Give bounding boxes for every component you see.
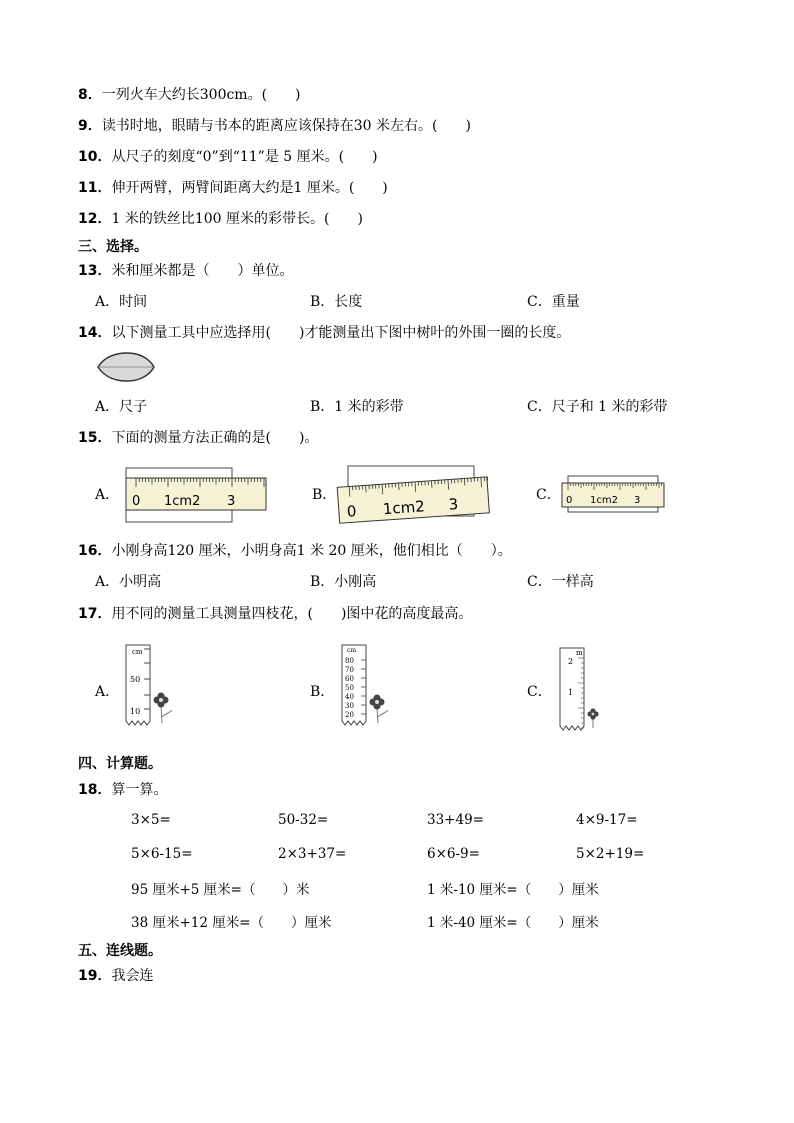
- question-19: [78, 965, 153, 985]
- question-text: 我会连: [111, 968, 154, 984]
- question-number: 8．: [78, 87, 102, 103]
- leaf-image: [95, 350, 157, 384]
- question-number: 15．: [78, 430, 112, 446]
- question-number: 9．: [78, 118, 102, 134]
- flower-ruler-a: [124, 643, 178, 727]
- question-number: 10．: [78, 149, 112, 165]
- question-11: [78, 177, 388, 197]
- ruler-mark: 1cm2: [164, 494, 201, 509]
- ruler-label: 1: [568, 688, 574, 697]
- question-12: [78, 208, 363, 228]
- option-a: A．尺子: [95, 399, 148, 415]
- ruler-measure-c: [560, 474, 666, 514]
- calc-item: 50-32=: [278, 812, 329, 828]
- calc-item: 1 米-40 厘米=（ ）厘米: [427, 915, 599, 931]
- question-text: 伸开两臂，两臂间距离大约是1 厘米。( ): [111, 180, 388, 196]
- question-text: 读书时地，眼睛与书本的距离应该保持在30 米左右。( ): [101, 118, 471, 134]
- question-number: 12．: [78, 211, 112, 227]
- section-heading-choice: 三、选择。: [78, 239, 148, 255]
- ruler-mark: 3: [227, 494, 236, 509]
- option-a: A．小明高: [95, 574, 162, 590]
- question-18: [78, 779, 167, 799]
- option-b: B．1 米的彩带: [310, 399, 404, 415]
- question-number: 18．: [78, 782, 112, 798]
- flower-icon: [154, 693, 169, 708]
- ruler-label: 60: [345, 675, 354, 683]
- ruler-label: 30: [345, 702, 354, 710]
- ruler-measure-b: [336, 462, 492, 530]
- option-b: B．小刚高: [310, 574, 377, 590]
- calc-item: 6×6-9=: [427, 846, 480, 862]
- ruler-label: 70: [345, 666, 354, 674]
- question-17: [78, 603, 472, 623]
- ruler-unit: cm: [347, 647, 357, 654]
- question-text: 下面的测量方法正确的是( )。: [111, 430, 319, 446]
- flower-icon: [587, 708, 598, 719]
- question-number: 11．: [78, 180, 112, 196]
- question-8: [78, 84, 301, 104]
- question-text: 一列火车大约长300cm。( ): [101, 87, 301, 103]
- calc-item: 4×9-17=: [576, 812, 638, 828]
- ruler-mark: 1cm2: [382, 497, 426, 519]
- option-c-label: C．: [527, 684, 552, 700]
- question-text: 小刚身高120 厘米，小明身高1 米 20 厘米，他们相比（ ）。: [111, 543, 512, 559]
- ruler-label: 50: [345, 684, 354, 692]
- option-a: A．时间: [95, 294, 148, 310]
- ruler-unit: m: [576, 649, 583, 657]
- calc-item: 3×5=: [131, 812, 171, 828]
- option-c-label: C．: [536, 487, 561, 503]
- ruler-mark: 0: [132, 494, 141, 509]
- question-15: [78, 427, 318, 447]
- calc-item: 95 厘米+5 厘米=（ ）米: [131, 882, 310, 898]
- ruler-unit: cm: [132, 648, 143, 656]
- option-b-label: B．: [312, 487, 337, 503]
- question-text: 用不同的测量工具测量四枝花，( )图中花的高度最高。: [111, 606, 473, 622]
- option-a-label: A．: [95, 684, 120, 700]
- ruler-label: 10: [130, 707, 141, 716]
- calc-item: 1 米-10 厘米=（ ）厘米: [427, 882, 599, 898]
- question-number: 14．: [78, 325, 112, 341]
- ruler-mark: 3: [448, 494, 459, 514]
- option-c: C．一样高: [527, 574, 594, 590]
- question-number: 13．: [78, 263, 112, 279]
- section-heading-calc: 四、计算题。: [78, 756, 162, 772]
- question-14: [78, 322, 570, 342]
- ruler-label: 2: [568, 657, 574, 666]
- ruler-measure-a: [124, 466, 268, 524]
- question-text: 1 米的铁丝比100 厘米的彩带长。( ): [111, 211, 363, 227]
- calc-item: 5×2+19=: [576, 846, 645, 862]
- option-b: B．长度: [310, 294, 363, 310]
- question-10: [78, 146, 378, 166]
- section-heading-match: 五、连线题。: [78, 943, 162, 959]
- ruler-mark: 1cm2: [590, 495, 618, 506]
- flower-ruler-c: [556, 646, 606, 732]
- ruler-label: 20: [345, 711, 354, 719]
- option-a-label: A．: [95, 487, 120, 503]
- flower-icon: [370, 695, 385, 710]
- ruler-mark: 3: [634, 495, 641, 506]
- option-c: C．重量: [527, 294, 580, 310]
- calc-item: 5×6-15=: [131, 846, 193, 862]
- question-13: [78, 260, 293, 280]
- ruler-mark: 0: [346, 502, 358, 521]
- question-text: 以下测量工具中应选择用( )才能测量出下图中树叶的外围一圈的长度。: [111, 325, 571, 341]
- calc-item: 38 厘米+12 厘米=（ ）厘米: [131, 915, 332, 931]
- ruler-label: 40: [345, 693, 354, 701]
- question-text: 算一算。: [111, 782, 168, 798]
- ruler-mark: 0: [566, 495, 573, 506]
- ruler-label: 80: [345, 657, 354, 665]
- question-text: 从尺子的刻度“0”到“11”是 5 厘米。( ): [111, 149, 378, 165]
- ruler-label: 50: [130, 675, 141, 684]
- question-number: 17．: [78, 606, 112, 622]
- flower-ruler-b: [340, 643, 394, 727]
- question-number: 19．: [78, 968, 112, 984]
- calc-item: 33+49=: [427, 812, 484, 828]
- question-number: 16．: [78, 543, 112, 559]
- question-16: [78, 540, 512, 560]
- calc-item: 2×3+37=: [278, 846, 347, 862]
- option-b-label: B．: [310, 684, 335, 700]
- question-9: [78, 115, 471, 135]
- option-c: C．尺子和 1 米的彩带: [527, 399, 668, 415]
- question-text: 米和厘米都是（ ）单位。: [111, 263, 294, 279]
